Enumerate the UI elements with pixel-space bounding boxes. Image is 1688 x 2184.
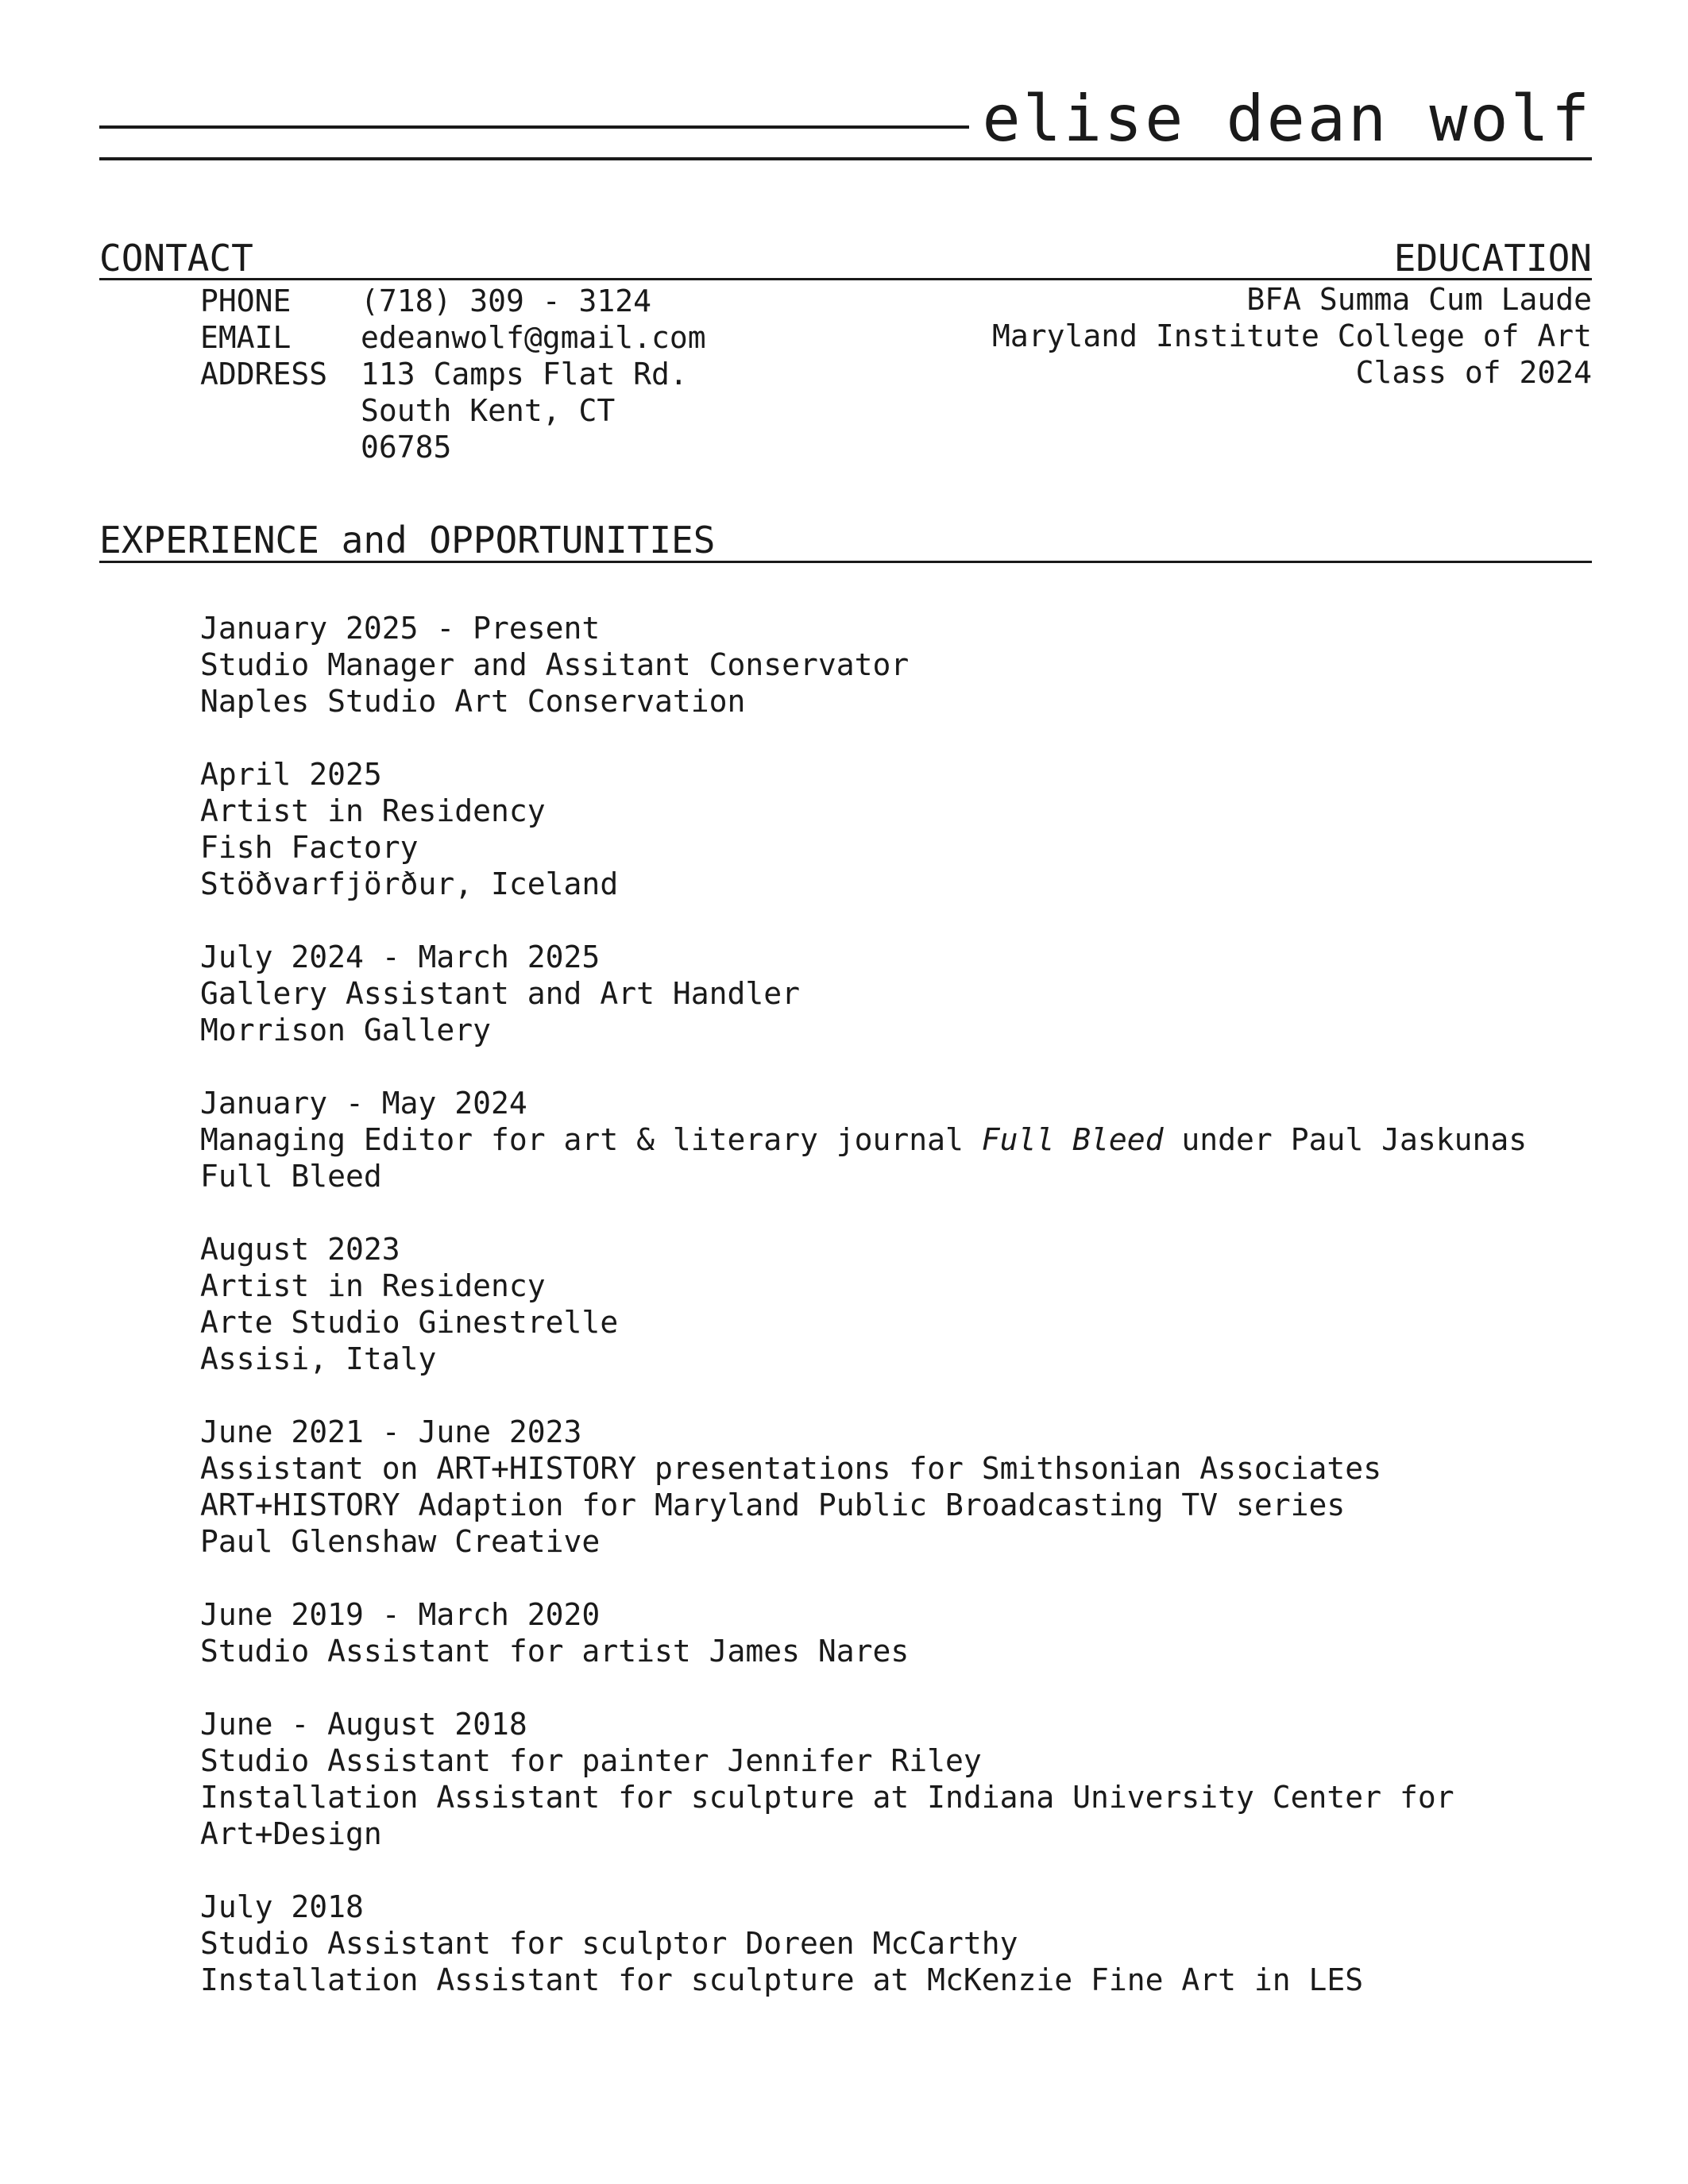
entry-date: June - August 2018 <box>200 1707 527 1742</box>
entry-line <box>200 1121 1598 1158</box>
entry-line: Gallery Assistant and Art Handler <box>200 976 800 1011</box>
entry-date: June 2019 - March 2020 <box>200 1597 601 1632</box>
experience-entry <box>200 756 1598 902</box>
experience-entry <box>200 1596 1598 1669</box>
experience-entry <box>200 1889 1598 1998</box>
entry-date: July 2024 - March 2025 <box>200 940 601 974</box>
entry-date: August 2023 <box>200 1232 400 1267</box>
entry-line: Studio Assistant for sculptor Doreen McCarthy <box>200 1926 1018 1961</box>
entry-line: Full Bleed <box>200 1159 382 1194</box>
entry-line: Assisi, Italy <box>200 1341 437 1376</box>
experience-entry <box>200 1085 1598 1194</box>
contact-heading: CONTACT <box>99 237 253 280</box>
education-block <box>992 281 1592 391</box>
entry-line: Artist in Residency <box>200 1268 546 1303</box>
address-label: ADDRESS <box>200 357 328 392</box>
experience-entry <box>200 939 1598 1048</box>
address-value <box>361 356 706 465</box>
experience-rule <box>99 561 1592 563</box>
address-line: 06785 <box>361 430 452 465</box>
experience-entry <box>200 1231 1598 1377</box>
entry-line: Studio Manager and Assitant Conservator <box>200 647 910 682</box>
experience-entry <box>200 610 1598 720</box>
entry-line: Paul Glenshaw Creative <box>200 1524 601 1559</box>
entry-line: Fish Factory <box>200 830 419 865</box>
experience-list <box>200 610 1598 1998</box>
name-rule-top <box>99 125 969 129</box>
entry-line: Artist in Residency <box>200 793 546 828</box>
phone-value: (718) 309 - 3124 <box>361 284 652 318</box>
entry-line: Stöðvarfjörður, Iceland <box>200 866 619 901</box>
education-heading: EDUCATION <box>1393 237 1592 280</box>
address-line: 113 Camps Flat Rd. <box>361 357 688 392</box>
entry-date: June 2021 - June 2023 <box>200 1414 582 1449</box>
entry-line: Installation Assistant for sculpture at McKenzie Fine Art in LES <box>200 1962 1364 1997</box>
experience-entry <box>200 1414 1598 1560</box>
experience-entry <box>200 1706 1598 1852</box>
editor-suffix: under Paul Jaskunas <box>1163 1122 1528 1157</box>
school-line: Maryland Institute College of Art <box>992 318 1592 353</box>
entry-line: ART+HISTORY Adaption for Maryland Public Broadcasting TV series <box>200 1488 1346 1522</box>
contact-block <box>200 283 706 465</box>
resume-name: elise dean wolf <box>982 82 1592 156</box>
entry-line: Assistant on ART+HISTORY presentations for Smithsonian Associates <box>200 1451 1382 1486</box>
entry-line: Art+Design <box>200 1816 382 1851</box>
entry-date: April 2025 <box>200 757 382 792</box>
entry-date: July 2018 <box>200 1889 364 1924</box>
editor-prefix: Managing Editor for art & literary journal <box>200 1122 982 1157</box>
entry-date: January 2025 - Present <box>200 611 601 646</box>
degree-line: BFA Summa Cum Laude <box>1246 282 1592 317</box>
entry-date: January - May 2024 <box>200 1086 527 1121</box>
entry-line: Installation Assistant for sculpture at Indiana University Center for <box>200 1780 1454 1815</box>
entry-line: Morrison Gallery <box>200 1013 492 1048</box>
address-line: South Kent, CT <box>361 393 616 428</box>
entry-line: Studio Assistant for artist James Nares <box>200 1634 910 1669</box>
entry-line: Studio Assistant for painter Jennifer Riley <box>200 1743 982 1778</box>
class-year-line: Class of 2024 <box>1355 355 1592 390</box>
experience-heading: EXPERIENCE and OPPORTUNITIES <box>99 519 716 561</box>
phone-label: PHONE <box>200 284 292 318</box>
contact-education-rule <box>99 278 1592 280</box>
name-rule-bottom <box>99 157 1592 160</box>
email-label: EMAIL <box>200 320 292 355</box>
journal-title: Full Bleed <box>981 1122 1164 1157</box>
entry-line: Naples Studio Art Conservation <box>200 684 746 719</box>
email-value: edeanwolf@gmail.com <box>361 320 706 355</box>
entry-line: Arte Studio Ginestrelle <box>200 1305 619 1340</box>
